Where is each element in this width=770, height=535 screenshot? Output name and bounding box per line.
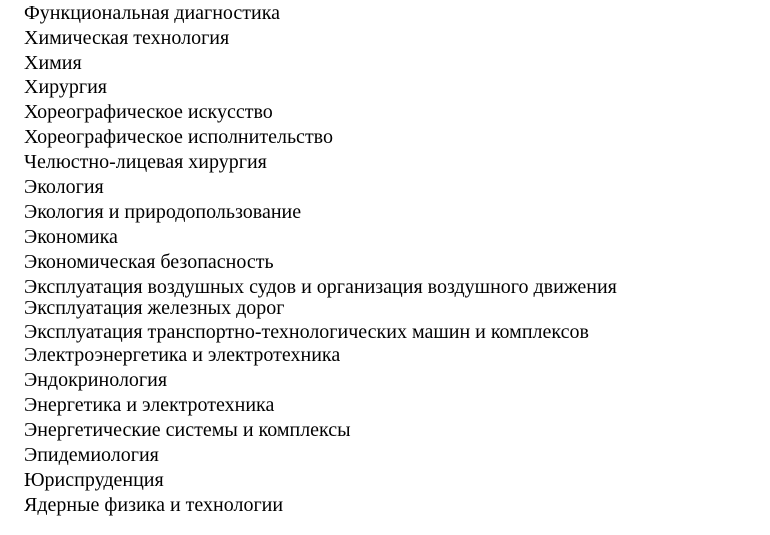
- list-item: Экономика: [24, 226, 118, 248]
- list-item: Эндокринология: [24, 369, 168, 391]
- list-item: Юриспруденция: [24, 469, 164, 491]
- list-item: Хореографическое исполнительство: [24, 126, 333, 148]
- list-item: Челюстно-лицевая хирургия: [24, 151, 267, 173]
- list-item: Экология: [24, 176, 104, 198]
- list-item: Хореографическое искусство: [24, 101, 273, 123]
- list-item: Химия: [24, 52, 82, 74]
- list-item: Экология и природопользование: [24, 201, 302, 223]
- list-item: Хирургия: [24, 76, 107, 98]
- list-item: Ядерные физика и технологии: [24, 494, 284, 516]
- list-item: Эпидемиология: [24, 444, 159, 466]
- list-item: Электроэнергетика и электротехника: [24, 344, 341, 366]
- list-item: Функциональная диагностика: [24, 2, 281, 24]
- list-item: Энергетика и электротехника: [24, 394, 275, 416]
- list-item: Эксплуатация железных дорог: [24, 297, 285, 319]
- list-item: Химическая технология: [24, 27, 230, 49]
- list-item: Эксплуатация транспортно-технологических машин и комплексов: [24, 321, 589, 343]
- list-item: Экономическая безопасность: [24, 251, 274, 273]
- list-item: Энергетические системы и комплексы: [24, 419, 351, 441]
- list-item: Эксплуатация воздушных судов и организация воздушного движения: [24, 276, 617, 298]
